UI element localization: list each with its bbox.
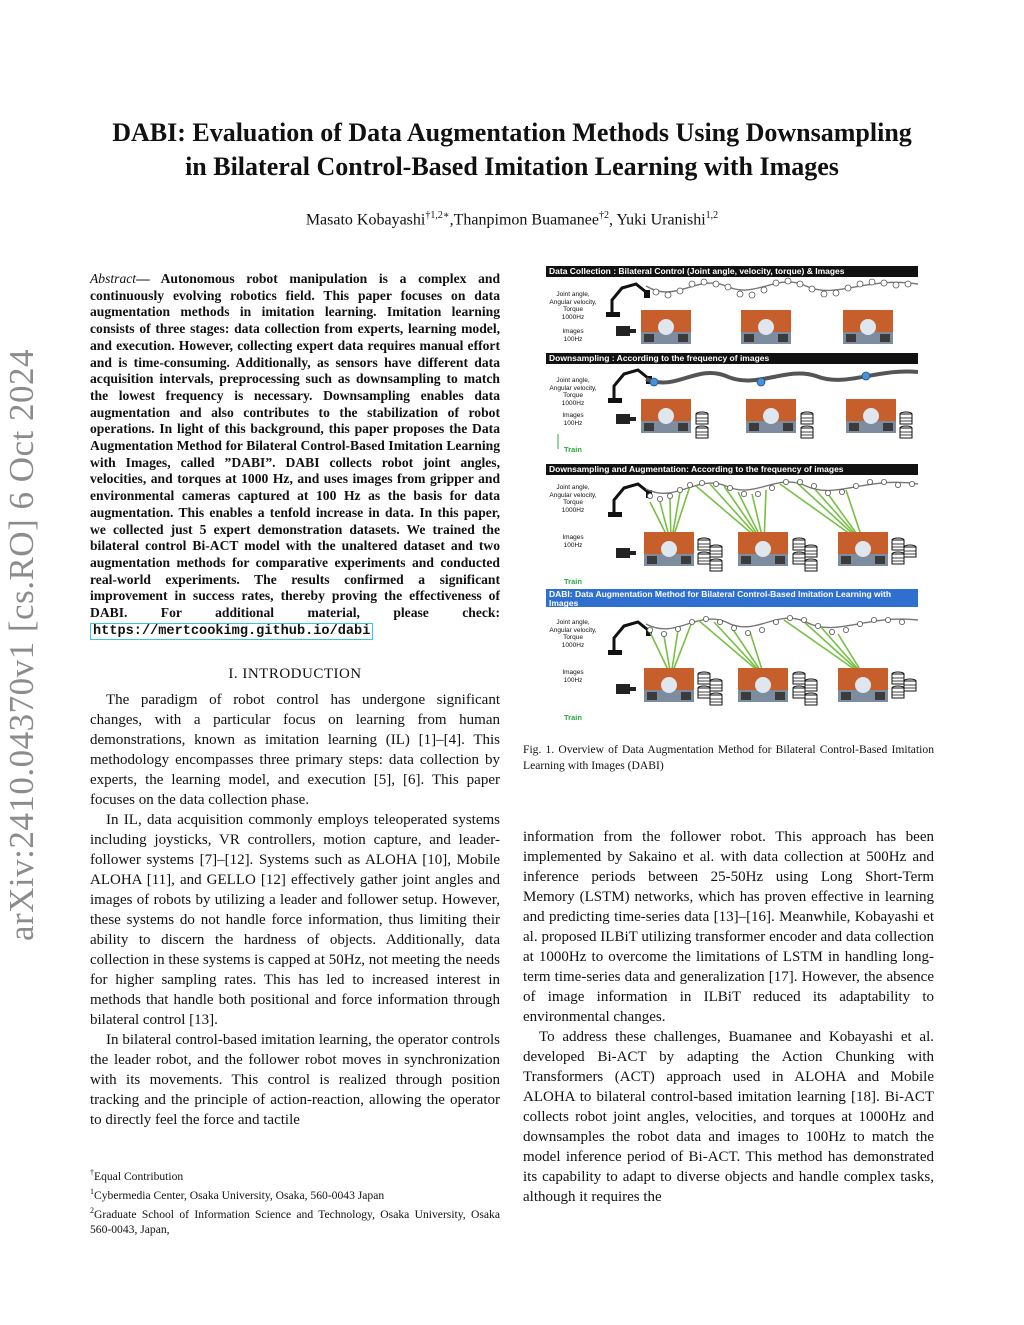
footnotes — [90, 1165, 500, 1237]
paragraph: In IL, data acquisition commonly employs teleoperated systems including joysticks, VR controllers, motion capture, and leader-follower systems [7]–[12]. Systems such as ALOHA [10], Mobile ALOHA [11], and GELLO [12] effectively gather joint angles and images of robots by utilizing a leader and follower setup. However, these systems do not handle force information, thus limiting their ability to discern the hardness of objects. Additionally, data collection in these systems is capped at 50Hz, not meeting the needs for higher sampling rates. This has led to increased interest in methods that handle both positional and force information through bilateral control [13]. — [90, 812, 500, 1028]
title-line-1: DABI: Evaluation of Data Augmentation Methods Using Downsampling — [112, 118, 912, 147]
footnote-text: Equal Contribution — [94, 1169, 184, 1183]
author-3-affiliation: 1,2 — [705, 210, 719, 221]
author-2: ,Thanpimon Buamanee — [449, 211, 599, 229]
author-3: , Yuki Uranishi — [608, 211, 706, 229]
footnote-mark: 1 — [90, 1186, 94, 1196]
footnote-text: Cybermedia Center, Osaka University, Osaka, 560-0043 Japan — [94, 1188, 385, 1202]
panel-header-data-collection: Data Collection : Bilateral Control (Joint angle, velocity, torque) & Images — [546, 266, 918, 277]
footnote-mark: 2 — [90, 1205, 94, 1215]
abstract-label: Abstract — [90, 271, 137, 286]
label-images-100hz: Images 100Hz — [562, 669, 584, 684]
train-label: Train — [564, 445, 582, 454]
label-images-100hz: Images 100Hz — [562, 412, 584, 427]
panel-header-dabi: DABI: Data Augmentation Method for Bilateral Control-Based Imitation Learning with Images — [546, 589, 918, 607]
right-column-body — [523, 827, 934, 1207]
author-1: Masato Kobayashi — [305, 211, 426, 229]
train-label: Train — [564, 577, 582, 586]
paper-title — [80, 116, 944, 184]
title-line-2: in Bilateral Control-Based Imitation Learning with Images — [185, 152, 839, 181]
abstract-text: — Autonomous robot manipulation is a complex and continuously evolving robotics field. This paper focuses on data augmentation methods in imitation learning. Imitation learning consists of three stages: data collection from experts, learning model, and execution. However, collecting expert data requires manual effort and is time-consuming. Additionally, as sensors have different data acquisition intervals, preprocessing such as downsampling to match the lowest frequency is necessary. Downsampling enables data augmentation and also contributes to the stabilization of robot operations. In light of this background, this paper proposes the Data Augmentation Method for Bilateral Control-Based Imitation Learning with Images, called ”DABI”. DABI collects robot joint angles, velocities, and torques at 1000 Hz, and uses images from gripper and environmental cameras captured at 100 Hz as the basis for data augmentation. This enables a tenfold increase in data. In this paper, we collected just 5 expert demonstration datasets. We trained the bilateral control Bi-ACT model with the unaltered dataset and two augmentation methods for comparative experiments and conducted real-world experiments. The results confirmed a significant improvement in success rates, thereby proving the effectiveness of DABI. For additional material, please check: — [90, 271, 500, 621]
abstract — [90, 271, 500, 640]
author-1-affiliation: †1,2∗ — [425, 210, 450, 221]
label-joint-1000hz: Joint angle, Angular velocity, Torque 1000Hz — [549, 377, 597, 407]
paragraph: To address these challenges, Buamanee and Kobayashi et al. developed Bi-ACT by adapting the Action Chunking with Transformers (ACT) approach used in ALOHA and Mobile ALOHA to bilateral control-based imitation learning [18]. Bi-ACT collects robot joint angles, velocities, and torques at 1000Hz and downsamples the robot data and images to 100Hz to match the model inference period of Bi-ACT. This method has demonstrated its capability to adapt to diverse objects and handle complex tasks, although it requires the — [523, 1029, 934, 1205]
project-url-link[interactable]: https://mertcookimg.github.io/dabi — [90, 623, 373, 640]
section-heading-introduction: I. INTRODUCTION — [228, 666, 362, 682]
footnote — [90, 1203, 500, 1237]
author-list — [80, 210, 944, 229]
footnote-text: Graduate School of Information Science and Technology, Osaka University, Osaka 560-0043, Japan, — [90, 1207, 500, 1236]
figure-1-dabi-overview — [546, 264, 918, 724]
left-column-body — [90, 690, 500, 1130]
paragraph: The paradigm of robot control has undergone significant changes, with a particular focus on learning from human demonstrations, known as imitation learning (IL) [1]–[4]. This methodology encompasses three primary steps: data collection by experts, the learning model, and execution [5], [6]. This paper focuses on the data collection phase. — [90, 692, 500, 808]
label-images-100hz: Images 100Hz — [562, 328, 584, 343]
label-joint-1000hz: Joint angle, Angular velocity, Torque 1000Hz — [549, 484, 597, 514]
panel-header-downsampling-augmentation: Downsampling and Augmentation: According to the frequency of images — [546, 464, 918, 475]
arxiv-identifier: arXiv:2410.04370v1 [cs.RO] 6 Oct 2024 — [2, 348, 41, 942]
footnote-mark: † — [90, 1168, 94, 1177]
footnote — [90, 1184, 500, 1203]
figure-1-caption: Fig. 1. Overview of Data Augmentation Method for Bilateral Control-Based Imitation Learning with Images (DABI) — [523, 743, 934, 772]
paragraph: In bilateral control-based imitation learning, the operator controls the leader robot, and the follower robot moves in synchronization with its movements. This control is realized through position tracking and the principle of action-reaction, allowing the operator to directly feel the force and tactile — [90, 1032, 500, 1128]
panel-header-downsampling: Downsampling : According to the frequency of images — [546, 353, 918, 364]
label-joint-1000hz: Joint angle, Angular velocity, Torque 1000Hz — [549, 291, 597, 321]
label-images-100hz: Images 100Hz — [562, 534, 584, 549]
footnote — [90, 1165, 500, 1184]
author-2-affiliation: †2 — [598, 210, 609, 221]
label-joint-1000hz: Joint angle, Angular velocity, Torque 1000Hz — [549, 619, 597, 649]
figure-graphics — [546, 264, 918, 724]
paragraph: information from the follower robot. This approach has been implemented by Sakaino et al. with data collection at 500Hz and inference periods between 25-50Hz using Long Short-Term Memory (LSTM) networks, which has proven effective in learning and predicting time-series data [13]–[16]. Meanwhile, Kobayashi et al. proposed ILBiT utilizing transformer encoder and data collection at 1000Hz to overcome the limitations of LSTM in handling long-term time-series data and generalization [17]. However, the absence of image information in ILBiT reduced its adaptability to environmental changes. — [523, 829, 934, 1025]
train-label: Train — [564, 713, 582, 722]
